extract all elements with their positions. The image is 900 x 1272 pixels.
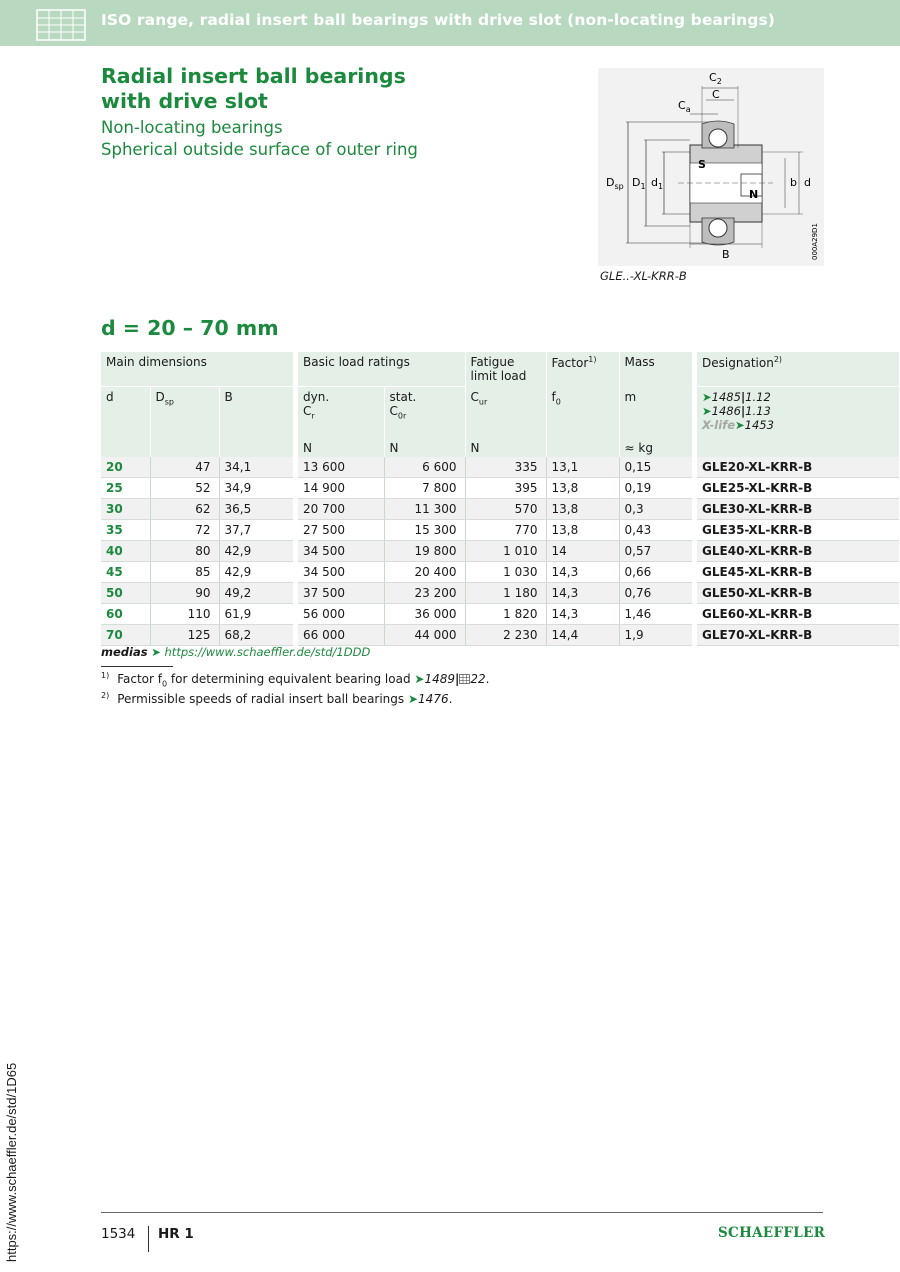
cell-cr: 14 900 xyxy=(298,478,384,499)
cell-cur: 570 xyxy=(465,499,546,520)
cell-b: 42,9 xyxy=(219,562,293,583)
table-row xyxy=(101,520,899,541)
footnote-1: $^{1)}$ Factor $f_0$ for determining equivalent bearing load ➤1489| 22. xyxy=(101,671,490,689)
header-main-dimensions: Main dimensions xyxy=(106,355,207,369)
cell-cur: 395 xyxy=(465,478,546,499)
cell-designation: GLE30-XL-KRR-B xyxy=(697,499,899,520)
cell-designation: GLE25-XL-KRR-B xyxy=(697,478,899,499)
cell-dsp: 125 xyxy=(150,625,219,646)
cell-f0: 13,8 xyxy=(546,499,619,520)
catalogue-code: HR 1 xyxy=(158,1226,194,1242)
cell-dsp: 85 xyxy=(150,562,219,583)
unit-n-cr: N xyxy=(303,441,312,455)
cell-c0r: 11 300 xyxy=(384,499,465,520)
cell-cr: 56 000 xyxy=(298,604,384,625)
header-basic-load: Basic load ratings xyxy=(303,355,410,369)
svg-text:d1: $d_1$ xyxy=(651,176,664,191)
col-d: d xyxy=(106,390,114,404)
cell-cur: 335 xyxy=(465,457,546,478)
cell-dsp: 52 xyxy=(150,478,219,499)
svg-text:000A29D1: 000A29D1 xyxy=(811,223,819,260)
cell-c0r: 6 600 xyxy=(384,457,465,478)
svg-text:b: b xyxy=(790,176,797,189)
cell-f0: 14,3 xyxy=(546,562,619,583)
table-row xyxy=(101,499,899,520)
svg-text:C2: $C_2$ xyxy=(709,71,722,86)
cell-mass: 0,43 xyxy=(619,520,692,541)
cell-designation: GLE60-XL-KRR-B xyxy=(697,604,899,625)
col-cr: dyn. $C_r$ xyxy=(303,390,330,421)
table-row xyxy=(101,583,899,604)
header-mass: Mass xyxy=(624,355,655,369)
table-row xyxy=(101,478,899,499)
cell-d: 40 xyxy=(101,541,150,562)
cell-b: 49,2 xyxy=(219,583,293,604)
cell-c0r: 20 400 xyxy=(384,562,465,583)
cell-cr: 66 000 xyxy=(298,625,384,646)
cell-mass: 0,3 xyxy=(619,499,692,520)
cell-cr: 20 700 xyxy=(298,499,384,520)
header-banner xyxy=(0,0,900,46)
cell-designation: GLE40-XL-KRR-B xyxy=(697,541,899,562)
svg-text:Ca: $C_a$ xyxy=(678,99,691,114)
bearing-drawing xyxy=(598,68,824,266)
cell-b: 42,9 xyxy=(219,541,293,562)
cell-d: 50 xyxy=(101,583,150,604)
table-row xyxy=(101,604,899,625)
cell-cr: 27 500 xyxy=(298,520,384,541)
cell-mass: 0,15 xyxy=(619,457,692,478)
figure-caption: GLE..-XL-KRR-B xyxy=(600,269,687,283)
cell-dsp: 62 xyxy=(150,499,219,520)
cell-d: 20 xyxy=(101,457,150,478)
page-title-line2: with drive slot xyxy=(101,89,268,113)
table-row xyxy=(101,541,899,562)
cell-d: 70 xyxy=(101,625,150,646)
side-url[interactable]: https://www.schaeffler.de/std/1D65 xyxy=(4,1062,19,1262)
table-row xyxy=(101,562,899,583)
cell-dsp: 110 xyxy=(150,604,219,625)
banner-title: ISO range, radial insert ball bearings with drive slot (non-locating bearings) xyxy=(101,11,775,29)
medias-link[interactable]: https://www.schaeffler.de/std/1DDD xyxy=(164,645,371,659)
col-c0r: stat. $C_{0r}$ xyxy=(389,390,417,421)
cell-c0r: 23 200 xyxy=(384,583,465,604)
subtitle-line1: Non-locating bearings xyxy=(101,118,283,137)
svg-text:B: B xyxy=(722,248,730,261)
cell-cur: 2 230 xyxy=(465,625,546,646)
cell-mass: 0,66 xyxy=(619,562,692,583)
unit-n-cur: N xyxy=(470,441,480,455)
ref-link-1[interactable]: ➤1485|1.12 xyxy=(702,390,771,404)
cell-d: 30 xyxy=(101,499,150,520)
ref-link-3[interactable]: X-life➤1453 xyxy=(702,418,774,432)
cell-f0: 13,1 xyxy=(546,457,619,478)
cell-dsp: 90 xyxy=(150,583,219,604)
svg-text:D1: $D_1$ xyxy=(632,176,646,191)
cell-mass: 0,76 xyxy=(619,583,692,604)
header-designation: Designation$^{2)}$ xyxy=(702,355,783,370)
svg-text:N: N xyxy=(749,188,759,201)
cell-b: 68,2 xyxy=(219,625,293,646)
cell-mass: 1,9 xyxy=(619,625,692,646)
cell-d: 35 xyxy=(101,520,150,541)
cell-cur: 1 010 xyxy=(465,541,546,562)
cell-d: 25 xyxy=(101,478,150,499)
cell-cr: 34 500 xyxy=(298,541,384,562)
page-title-line1: Radial insert ball bearings xyxy=(101,64,406,88)
cell-designation: GLE50-XL-KRR-B xyxy=(697,583,899,604)
cell-c0r: 44 000 xyxy=(384,625,465,646)
page-title xyxy=(101,64,461,114)
footer-separator xyxy=(148,1226,149,1252)
ref-link-2[interactable]: ➤1486|1.13 xyxy=(702,404,771,418)
xlife-logo: X-life xyxy=(702,418,735,432)
cell-cur: 1 820 xyxy=(465,604,546,625)
cell-b: 61,9 xyxy=(219,604,293,625)
unit-kg: ≈ kg xyxy=(624,441,653,455)
col-b: B xyxy=(224,390,233,404)
col-cur: $C_{ur}$ xyxy=(470,389,488,406)
cell-cur: 1 180 xyxy=(465,583,546,604)
table-grid-icon xyxy=(36,9,86,41)
header-fatigue: Fatigue limit load xyxy=(470,355,527,383)
cell-b: 34,9 xyxy=(219,478,293,499)
svg-text:d: d xyxy=(804,176,811,189)
subtitle-line2: Spherical outside surface of outer ring xyxy=(101,140,418,159)
footnote-2: $^{2)}$ Permissible speeds of radial insert ball bearings ➤1476. xyxy=(101,691,453,706)
footnote-1-link[interactable]: ➤1489| 22 xyxy=(414,672,486,686)
cell-cur: 770 xyxy=(465,520,546,541)
col-dsp: $D_{sp}$ xyxy=(155,390,174,407)
cell-c0r: 15 300 xyxy=(384,520,465,541)
cell-cr: 13 600 xyxy=(298,457,384,478)
cell-designation: GLE20-XL-KRR-B xyxy=(697,457,899,478)
cell-b: 36,5 xyxy=(219,499,293,520)
cell-cr: 37 500 xyxy=(298,583,384,604)
svg-text:S: S xyxy=(698,158,706,171)
table-icon xyxy=(459,674,470,684)
col-f0: $f_0$ xyxy=(551,389,561,406)
medias-line: medias ➤ https://www.schaeffler.de/std/1DDD xyxy=(101,645,371,659)
cell-mass: 0,57 xyxy=(619,541,692,562)
cell-f0: 14,4 xyxy=(546,625,619,646)
cell-c0r: 36 000 xyxy=(384,604,465,625)
range-title: d = 20 – 70 mm xyxy=(101,316,279,340)
cell-f0: 13,8 xyxy=(546,478,619,499)
table-row xyxy=(101,625,899,646)
cell-b: 37,7 xyxy=(219,520,293,541)
cell-f0: 13,8 xyxy=(546,520,619,541)
footnote-2-link[interactable]: ➤1476 xyxy=(407,692,449,706)
cell-f0: 14 xyxy=(546,541,619,562)
cell-designation: GLE35-XL-KRR-B xyxy=(697,520,899,541)
col-mass: m xyxy=(624,389,637,404)
cell-d: 60 xyxy=(101,604,150,625)
cell-c0r: 19 800 xyxy=(384,541,465,562)
header-factor: Factor$^{1)}$ xyxy=(551,355,597,370)
brand-logo: SCHAEFFLER xyxy=(718,1225,826,1241)
cell-mass: 0,19 xyxy=(619,478,692,499)
medias-label: medias xyxy=(101,645,148,659)
svg-text:Dsp: $D_{sp}$ xyxy=(606,176,624,191)
cell-c0r: 7 800 xyxy=(384,478,465,499)
bearing-table xyxy=(101,352,899,646)
cell-dsp: 47 xyxy=(150,457,219,478)
cell-f0: 14,3 xyxy=(546,604,619,625)
cell-b: 34,1 xyxy=(219,457,293,478)
unit-n-c0r: N xyxy=(389,441,399,455)
cell-f0: 14,3 xyxy=(546,583,619,604)
cell-dsp: 80 xyxy=(150,541,219,562)
page-subtitle xyxy=(101,117,521,161)
footnote-rule xyxy=(101,666,173,667)
cell-cur: 1 030 xyxy=(465,562,546,583)
svg-text:C: C xyxy=(712,88,720,101)
designation-refs xyxy=(697,387,899,435)
footer-rule xyxy=(101,1212,823,1213)
cell-designation: GLE45-XL-KRR-B xyxy=(697,562,899,583)
cell-cr: 34 500 xyxy=(298,562,384,583)
cell-d: 45 xyxy=(101,562,150,583)
table-row xyxy=(101,457,899,478)
page-number: 1534 xyxy=(101,1226,136,1242)
cell-mass: 1,46 xyxy=(619,604,692,625)
cell-designation: GLE70-XL-KRR-B xyxy=(697,625,899,646)
cell-dsp: 72 xyxy=(150,520,219,541)
